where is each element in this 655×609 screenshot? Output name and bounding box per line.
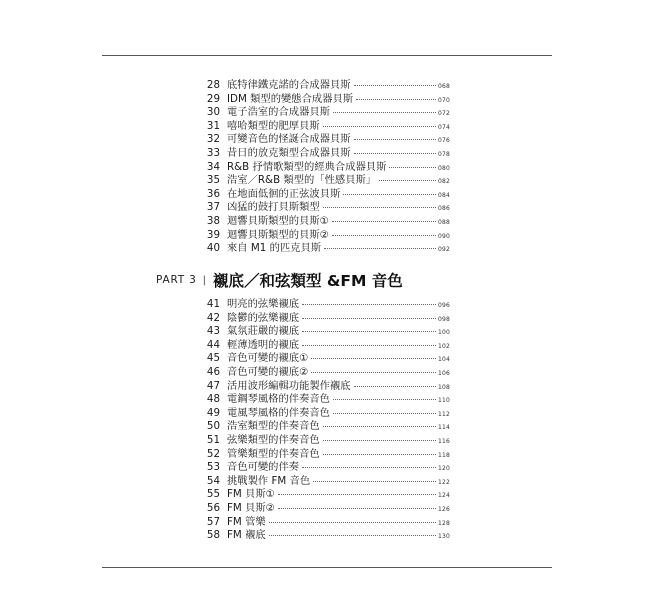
toc-entry-number: 46 — [206, 366, 220, 378]
toc-entry-page: 082 — [437, 178, 450, 186]
toc-entry-number: 42 — [206, 311, 220, 324]
toc-entry-title: 底特律鐵克諾的合成器貝斯 — [227, 79, 351, 91]
top-rule — [102, 55, 552, 56]
toc-entry-title: 浩室／R&B 類型的「性感貝斯」 — [227, 174, 377, 187]
toc-entry-number: 54 — [206, 474, 220, 487]
toc-entry-page: 108 — [437, 383, 450, 391]
toc-entry-number: 47 — [206, 379, 220, 392]
toc-entry-page: 104 — [437, 356, 450, 364]
toc-entry-title: 氣氛莊嚴的襯底 — [227, 325, 300, 338]
toc-entry — [196, 379, 450, 393]
toc-entry — [196, 447, 450, 461]
toc-entry-number: 36 — [206, 187, 220, 200]
toc-entry-number: 50 — [206, 420, 220, 433]
toc-entry-number: 38 — [206, 215, 220, 227]
toc-entry — [196, 200, 450, 214]
toc-entry-title: R&B 抒情歌類型的經典合成器貝斯 — [227, 160, 387, 173]
toc-entry-number: 56 — [206, 502, 220, 514]
toc-entry-title: 迴響貝斯類型的貝斯① — [227, 215, 329, 227]
dot-leader — [332, 235, 436, 236]
dot-leader — [356, 99, 436, 100]
dot-leader — [311, 358, 436, 359]
toc-entry-title: IDM 類型的變態合成器貝斯 — [227, 92, 354, 105]
toc-entry-number: 53 — [206, 461, 220, 474]
toc-entry-page: 080 — [437, 164, 450, 172]
toc-entry-number: 43 — [206, 325, 220, 338]
dot-leader — [389, 167, 436, 168]
toc-entry — [196, 132, 450, 146]
toc-entry — [196, 460, 450, 474]
dot-leader — [278, 508, 436, 509]
toc-entry-number: 55 — [206, 488, 220, 501]
toc-entry-page: 130 — [437, 533, 450, 541]
toc-entry-title: 弦樂類型的伴奏音色 — [227, 434, 320, 446]
toc-entry-number: 31 — [206, 119, 220, 132]
toc-entry-number: 52 — [206, 447, 220, 460]
toc-entry — [196, 105, 450, 119]
toc-entry-page: 114 — [437, 424, 450, 432]
toc-entry-page: 090 — [437, 232, 450, 240]
toc-entry-title: 迴響貝斯類型的貝斯② — [227, 228, 329, 241]
toc-entry — [196, 433, 450, 447]
toc-entry-number: 30 — [206, 106, 220, 119]
dot-leader — [333, 399, 436, 400]
dot-leader — [354, 85, 436, 86]
toc-entry-number: 51 — [206, 434, 220, 446]
toc-entry-title: 凶猛的鼓打貝斯類型 — [227, 201, 320, 214]
toc-entry-title: FM 管樂 — [227, 515, 266, 528]
toc-entry — [196, 528, 450, 542]
dot-leader — [324, 248, 436, 249]
toc-entry — [196, 487, 450, 501]
toc-entry-title: 浩室類型的伴奏音色 — [227, 420, 320, 433]
dot-leader — [313, 481, 436, 482]
toc-entry-title: FM 襯底 — [227, 529, 266, 542]
toc-entry — [196, 228, 450, 242]
toc-entry — [196, 324, 450, 338]
toc-entry-number: 41 — [206, 298, 220, 310]
toc-entry-title: 挑戰製作 FM 音色 — [227, 474, 311, 487]
toc-entry — [196, 365, 450, 379]
toc-entry-number: 57 — [206, 515, 220, 528]
toc-entry-page: 106 — [437, 370, 450, 377]
dot-leader — [269, 522, 436, 523]
toc-entry-title: FM 貝斯② — [227, 502, 275, 514]
dot-leader — [302, 345, 436, 346]
toc-entry — [196, 338, 450, 352]
toc-entry-title: 音色可變的襯底① — [227, 352, 309, 365]
toc-entry — [196, 419, 450, 433]
toc-entry-page: 120 — [437, 465, 450, 473]
dot-leader — [354, 153, 436, 154]
toc-entry-page: 084 — [437, 191, 450, 199]
toc-entry — [196, 406, 450, 420]
toc-entry — [196, 214, 450, 228]
toc-entry-number: 58 — [206, 529, 220, 542]
toc-entry-page: 068 — [437, 83, 450, 90]
toc-entry-number: 32 — [206, 133, 220, 146]
dot-leader — [379, 180, 436, 181]
toc-entry-title: 活用波形編輯功能製作襯底 — [227, 379, 351, 392]
toc-entry-number: 34 — [206, 160, 220, 173]
toc-entry-page: 072 — [437, 110, 450, 118]
toc-entry-title: 管樂類型的伴奏音色 — [227, 447, 320, 460]
toc-entry-page: 098 — [437, 315, 450, 323]
toc-entry-page: 110 — [437, 397, 450, 405]
dot-leader — [343, 194, 436, 195]
toc-entry — [196, 160, 450, 174]
part-separator: | — [202, 274, 206, 286]
toc-entry-number: 33 — [206, 147, 220, 159]
toc-entry-title: 在地面低徊的正弦波貝斯 — [227, 187, 341, 200]
dot-leader — [323, 126, 436, 127]
toc-entry-title: FM 貝斯① — [227, 488, 275, 501]
dot-leader — [302, 467, 436, 468]
toc-entry-title: 嘻哈類型的肥厚貝斯 — [227, 119, 320, 132]
toc-entry-title: 電子浩室的合成器貝斯 — [227, 106, 330, 119]
toc-entry-number: 49 — [206, 406, 220, 419]
toc-entry-title: 來自 M1 的匹克貝斯 — [227, 242, 322, 255]
toc-entry — [196, 92, 450, 106]
toc-entry-number: 40 — [206, 242, 220, 255]
toc-entry-page: 078 — [437, 151, 450, 158]
toc-entry-number: 45 — [206, 352, 220, 365]
part-title: 襯底／和弦類型 &FM 音色 — [212, 272, 403, 290]
dot-leader — [302, 304, 436, 305]
dot-leader — [311, 372, 436, 373]
dot-leader — [354, 139, 436, 140]
toc-entry-page: 074 — [437, 123, 450, 131]
toc-entry-title: 電鋼琴風格的伴奏音色 — [227, 393, 330, 406]
toc-entry-page: 070 — [437, 96, 450, 104]
toc-entry-title: 昔日的放克類型合成器貝斯 — [227, 147, 351, 159]
toc-entry-number: 39 — [206, 228, 220, 241]
dot-leader — [323, 426, 436, 427]
toc-entry-page: 092 — [437, 246, 450, 254]
bottom-rule — [102, 567, 552, 568]
dot-leader — [332, 221, 436, 222]
toc-entry — [196, 241, 450, 255]
toc-entry-number: 48 — [206, 393, 220, 406]
toc-entry-number: 28 — [206, 79, 220, 91]
toc-entry-page: 124 — [437, 492, 450, 500]
dot-leader — [278, 494, 436, 495]
toc-entry-page: 112 — [437, 410, 450, 418]
dot-leader — [333, 112, 436, 113]
toc-entry — [196, 297, 450, 311]
toc-entry-number: 35 — [206, 174, 220, 187]
toc-entry-page: 116 — [437, 438, 450, 445]
toc-entry-number: 44 — [206, 338, 220, 351]
toc-entry — [196, 392, 450, 406]
toc-entry-title: 電風琴風格的伴奏音色 — [227, 406, 330, 419]
dot-leader — [323, 454, 436, 455]
toc-entry-page: 122 — [437, 478, 450, 486]
toc-entry — [196, 78, 450, 92]
toc-entry-page: 076 — [437, 137, 450, 145]
toc-entry-number: 29 — [206, 92, 220, 105]
toc-entry-page: 086 — [437, 205, 450, 213]
toc-entry-page: 088 — [437, 219, 450, 226]
toc-entry-page: 096 — [437, 302, 450, 309]
toc-entry-page: 100 — [437, 329, 450, 337]
dot-leader — [333, 413, 436, 414]
toc-entry — [196, 311, 450, 325]
dot-leader — [269, 535, 436, 536]
toc-entry — [196, 173, 450, 187]
dot-leader — [323, 440, 436, 441]
toc-entry-title: 輕薄透明的襯底 — [227, 338, 300, 351]
part-heading — [156, 268, 552, 292]
toc-entry-page: 102 — [437, 342, 450, 350]
toc-entry-title: 明亮的弦樂襯底 — [227, 298, 300, 310]
toc-entry-title: 音色可變的伴奏 — [227, 461, 300, 474]
toc-entry-number: 37 — [206, 201, 220, 214]
toc-entry — [196, 474, 450, 488]
toc-entry-title: 音色可變的襯底② — [227, 366, 309, 378]
toc-entry — [196, 515, 450, 529]
dot-leader — [302, 318, 436, 319]
toc-entry-page: 118 — [437, 451, 450, 459]
toc-entry-page: 128 — [437, 519, 450, 527]
toc-entry — [196, 119, 450, 133]
toc-entry-title: 可變音色的怪誕合成器貝斯 — [227, 133, 351, 146]
toc-entry — [196, 187, 450, 201]
toc-entry-page: 126 — [437, 506, 450, 513]
dot-leader — [302, 331, 436, 332]
toc-entry — [196, 146, 450, 160]
toc-entry — [196, 351, 450, 365]
toc-entry-title: 陰鬱的弦樂襯底 — [227, 311, 300, 324]
part-label: PART 3 — [156, 274, 197, 286]
dot-leader — [354, 386, 436, 387]
toc-entry — [196, 501, 450, 515]
dot-leader — [323, 207, 436, 208]
